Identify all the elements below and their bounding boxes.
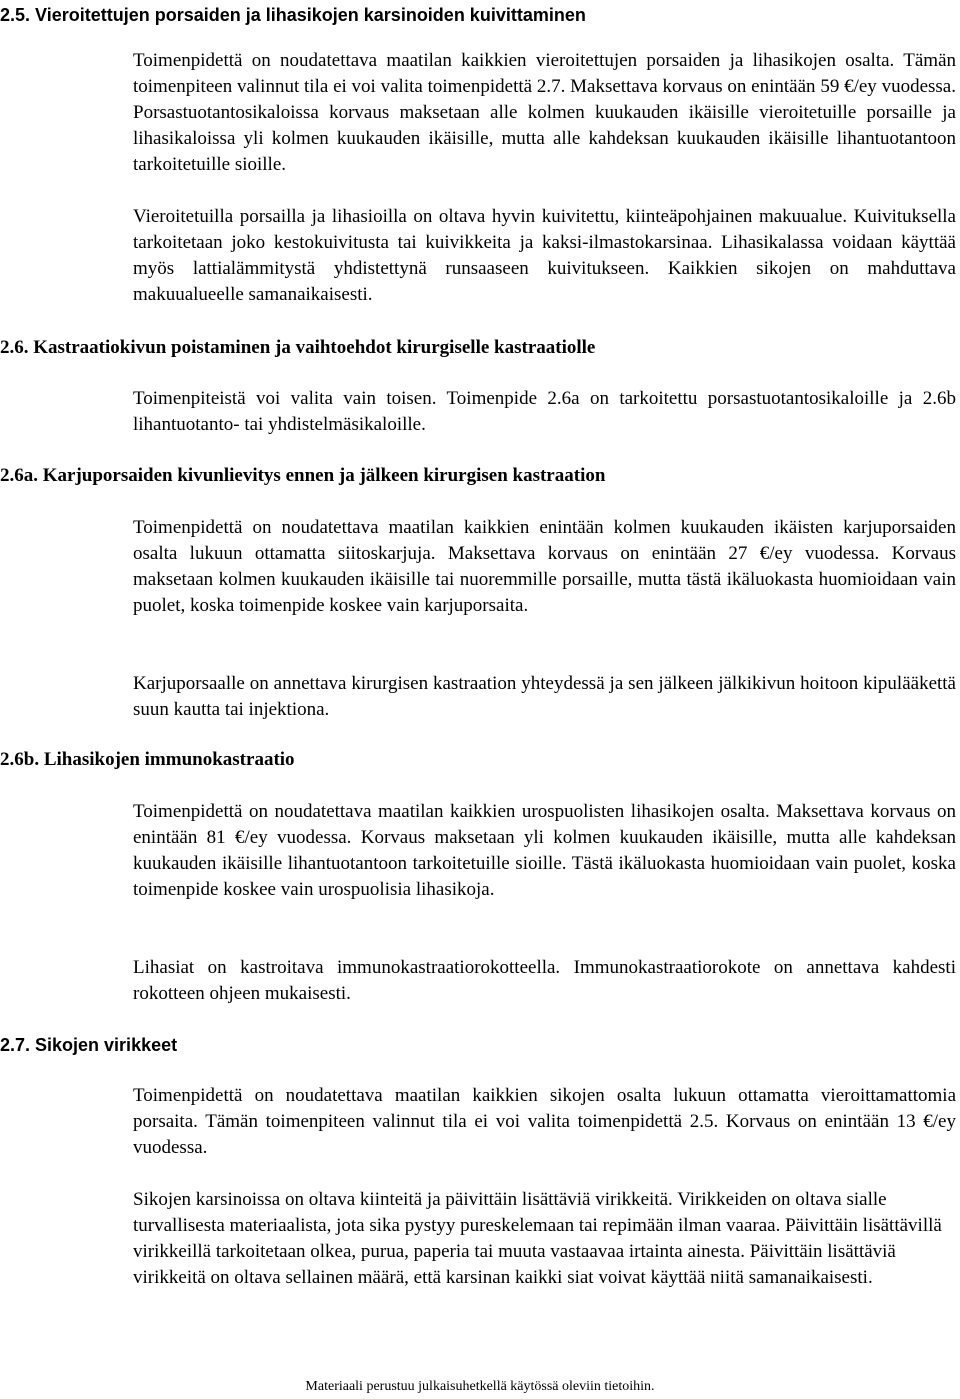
section-heading-2-6: 2.6. Kastraatiokivun poistaminen ja vaihtoehdot kirurgiselle kastraatiolle xyxy=(0,337,596,358)
paragraph-2-7-requirements: Sikojen karsinoissa on oltava kiinteitä ja päivittäin lisättäviä virikkeitä. Virikkeiden on oltava sialle turvallisesta materiaalista, jota sika pystyy pureskelemaan tai repimään ilman vaaraa. Päivittäin lisättävillä virikkeillä tarkoitetaan olkea, purua, paperia tai muuta vastaavaa irtainta ainesta. Päivittäin lisättäviä virikkeitä on oltava sellainen määrä, että karsinan kaikki siat voivat käyttää niitä samanaikaisesti. xyxy=(133,1189,942,1288)
section-heading-2-6b: 2.6b. Lihasikojen immunokastraatio xyxy=(0,749,295,770)
section-heading-2-7: 2.7. Sikojen virikkeet xyxy=(0,1035,178,1055)
paragraph-2-6a-requirements: Karjuporsaalle on annettava kirurgisen kastraation yhteydessä ja sen jälkeen jälkikivun hoitoon kipulääkettä suun kautta tai injektiona. xyxy=(133,673,956,720)
section-heading-2-5: 2.5. Vieroitettujen porsaiden ja lihasikojen karsinoiden kuivittaminen xyxy=(0,5,586,25)
paragraph-2-6-choice: Toimenpiteistä voi valita vain toisen. Toimenpide 2.6a on tarkoitettu porsastuotantosikaloille ja 2.6b lihantuotanto- tai yhdistelmäsikaloille. xyxy=(133,388,956,435)
paragraph-2-6a-conditions: Toimenpidettä on noudatettava maatilan kaikkien enintään kolmen kuukauden ikäisten karjuporsaiden osalta lukuun ottamatta siitoskarjuja. Maksettava korvaus on enintään 27 €/ey vuodessa. Korvaus maksetaan kolmen kuukauden ikäisille tai nuoremmille porsaille, mutta tästä ikäluokasta huomioidaan vain puolet, koska toimenpide koskee vain karjuporsaita. xyxy=(133,517,956,616)
paragraph-2-5-conditions: Toimenpidettä on noudatettava maatilan kaikkien vieroitettujen porsaiden ja lihasikojen osalta. Tämän toimenpiteen valinnut tila ei voi valita toimenpidettä 2.7. Maksettava korvaus on enintään 59 €/ey vuodessa. Porsastuotantosikaloissa korvaus maksetaan alle kolmen kuukauden ikäisille vieroitetuille porsaille ja lihasikaloissa yli kolmen kuukauden ikäisille, mutta alle kahdeksan kuukauden ikäisille lihantuotantoon tarkoitetuille sioille. xyxy=(133,50,956,175)
paragraph-2-6b-requirements: Lihasiat on kastroitava immunokastraatiorokotteella. Immunokastraatiorokote on annettava kahdesti rokotteen ohjeen mukaisesti. xyxy=(133,957,956,1004)
paragraph-2-5-requirements: Vieroitetuilla porsailla ja lihasioilla on oltava hyvin kuivitettu, kiinteäpohjainen makuualue. Kuivituksella tarkoitetaan joko kestokuivitusta tai kuivikkeita ja kaksi-ilmastokarsinaa. Lihasikalassa voidaan käyttää myös lattialämmitystä yhdistettynä runsaaseen kuivitukseen. Kaikkien sikojen on mahduttava makuualueelle samanaikaisesti. xyxy=(133,206,956,305)
paragraph-2-6b-conditions: Toimenpidettä on noudatettava maatilan kaikkien urospuolisten lihasikojen osalta. Maksettava korvaus on enintään 81 €/ey vuodessa. Korvaus maksetaan yli kolmen kuukauden ikäisille, mutta alle kahdeksan kuukauden ikäisille lihantuotantoon tarkoitetuille sioille. Tästä ikäluokasta huomioidaan vain puolet, koska toimenpide koskee vain urospuolisia lihasikoja. xyxy=(133,801,956,900)
paragraph-2-7-conditions: Toimenpidettä on noudatettava maatilan kaikkien sikojen osalta lukuun ottamatta vieroittamattomia porsaita. Tämän toimenpiteen valinnut tila ei voi valita toimenpidettä 2.5. Korvaus on enintään 13 €/ey vuodessa. xyxy=(133,1085,956,1158)
page-footer: Materiaali perustuu julkaisuhetkellä käytössä oleviin tietoihin. xyxy=(305,1379,655,1394)
section-heading-2-6a: 2.6a. Karjuporsaiden kivunlievitys ennen ja jälkeen kirurgisen kastraation xyxy=(0,465,606,486)
